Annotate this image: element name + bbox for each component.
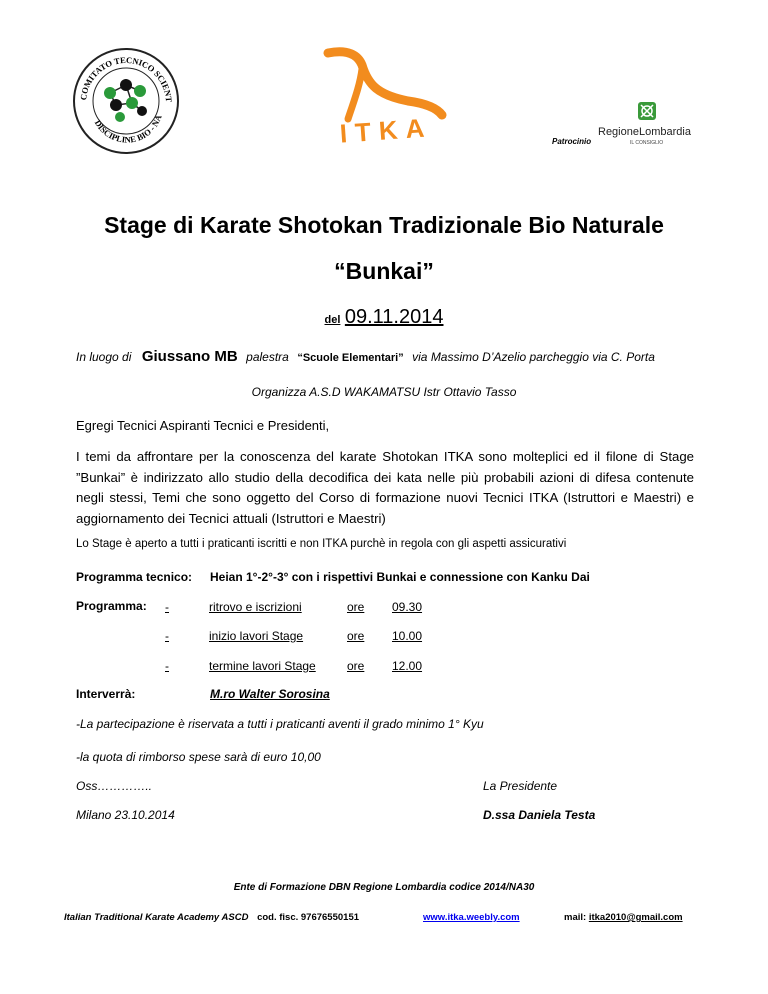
itka-logo — [318, 45, 448, 145]
programma-tecnico-value: Heian 1°-2°-3° con i rispettivi Bunkai e connessione con Kanku Dai — [210, 570, 590, 584]
schedule-time: 10.00 — [392, 629, 423, 643]
schedule-ore: ore — [347, 659, 365, 673]
place-date: Milano 23.10.2014 — [76, 808, 175, 822]
schedule-dash: - — [165, 629, 169, 643]
date-value: 09.11.2014 — [344, 306, 444, 328]
palestra-label: palestra — [246, 350, 289, 364]
schedule-activity: termine lavori Stage — [209, 659, 316, 673]
patrocinio-label: Patrocinio — [552, 137, 592, 146]
schedule-activity: inizio lavori Stage — [209, 629, 304, 643]
interverra-label: Interverrà: — [76, 687, 136, 701]
schedule-ore: ore — [347, 600, 365, 614]
region-sub: IL CONSIGLIO — [630, 140, 664, 146]
schedule-time: 12.00 — [392, 659, 423, 673]
schedule-dash: - — [165, 600, 169, 614]
palestra-name: “Scuole Elementari” — [297, 352, 404, 364]
presidente-name: D.ssa Daniela Testa — [483, 808, 596, 822]
open-note: Lo Stage è aperto a tutti i praticanti iscritti e non ITKA purchè in regola con gli aspetti assicurativi — [76, 538, 567, 550]
location-address: via Massimo D’Azelio parcheggio via C. Porta — [412, 350, 655, 364]
regione-lombardia-logo — [598, 102, 708, 152]
schedule-time: 09.30 — [392, 600, 423, 614]
schedule-ore: ore — [347, 629, 365, 643]
organizer: Organizza A.S.D WAKAMATSU Istr Ottavio Tasso — [251, 385, 517, 399]
location-city: Giussano MB — [141, 348, 238, 365]
intro-paragraph: I temi da affrontare per la conoscenza del karate Shotokan ITKA sono molteplici ed il filone di Stage ”Bunkai” è indirizzato allo studio della decodifica dei kata nelle più probabili azioni di difesa contenute negli stessi, Temi che sono oggetto del Corso di formazione nuovi Tecnici ITKA (Istruttori e Maestri) e aggiornamento dei Tecnici attuali (Istruttori e Maestri) — [76, 449, 694, 526]
seal-text-bottom: DISCIPLINE BIO - NA — [92, 113, 164, 145]
regione-emblem-icon — [638, 102, 656, 120]
footer-cf: cod. fisc. 97676550151 — [257, 912, 360, 923]
note-grado: -La partecipazione è riservata a tutti i praticanti aventi il grado minimo 1° Kyu — [76, 717, 484, 731]
mail-link[interactable]: itka2010@gmail.com — [588, 912, 683, 923]
website-link[interactable]: www.itka.weebly.com — [423, 912, 520, 923]
schedule-row — [165, 600, 435, 616]
location-prefix: In luogo di — [76, 350, 132, 364]
presidente-label: La Presidente — [483, 779, 558, 793]
schedule-activity: ritrovo e iscrizioni — [209, 600, 302, 614]
itka-logo-text: ITKA — [338, 112, 434, 145]
schedule-row — [165, 629, 435, 645]
seal-text-top: COMITATO TECNICO SCIENT — [78, 54, 175, 103]
location-line — [76, 348, 655, 366]
mail-label: mail: — [564, 912, 587, 923]
footer-ente: Ente di Formazione DBN Regione Lombardia codice 2014/NA30 — [233, 882, 535, 893]
oss-text: Oss………….. — [76, 779, 153, 793]
interverra-value: M.ro Walter Sorosina — [210, 687, 330, 701]
schedule-dash: - — [165, 659, 169, 673]
programma-tecnico-label: Programma tecnico: — [76, 570, 193, 584]
page-title: Stage di Karate Shotokan Tradizionale Bio Naturale — [104, 212, 664, 238]
greeting: Egregi Tecnici Aspiranti Tecnici e Presidenti, — [76, 418, 330, 433]
schedule-row — [165, 659, 435, 675]
footer-academy: Italian Traditional Karate Academy ASCD — [64, 912, 249, 923]
programma-label: Programma: — [76, 599, 147, 613]
page-subtitle: “Bunkai” — [334, 258, 434, 284]
date-prefix: del — [324, 314, 341, 326]
event-date — [0, 306, 768, 329]
note-quota: -la quota di rimborso spese sarà di euro 10,00 — [76, 750, 321, 764]
region-name: RegioneLombardia — [598, 126, 691, 138]
seal-logo — [70, 45, 182, 157]
footer-line — [64, 912, 704, 923]
